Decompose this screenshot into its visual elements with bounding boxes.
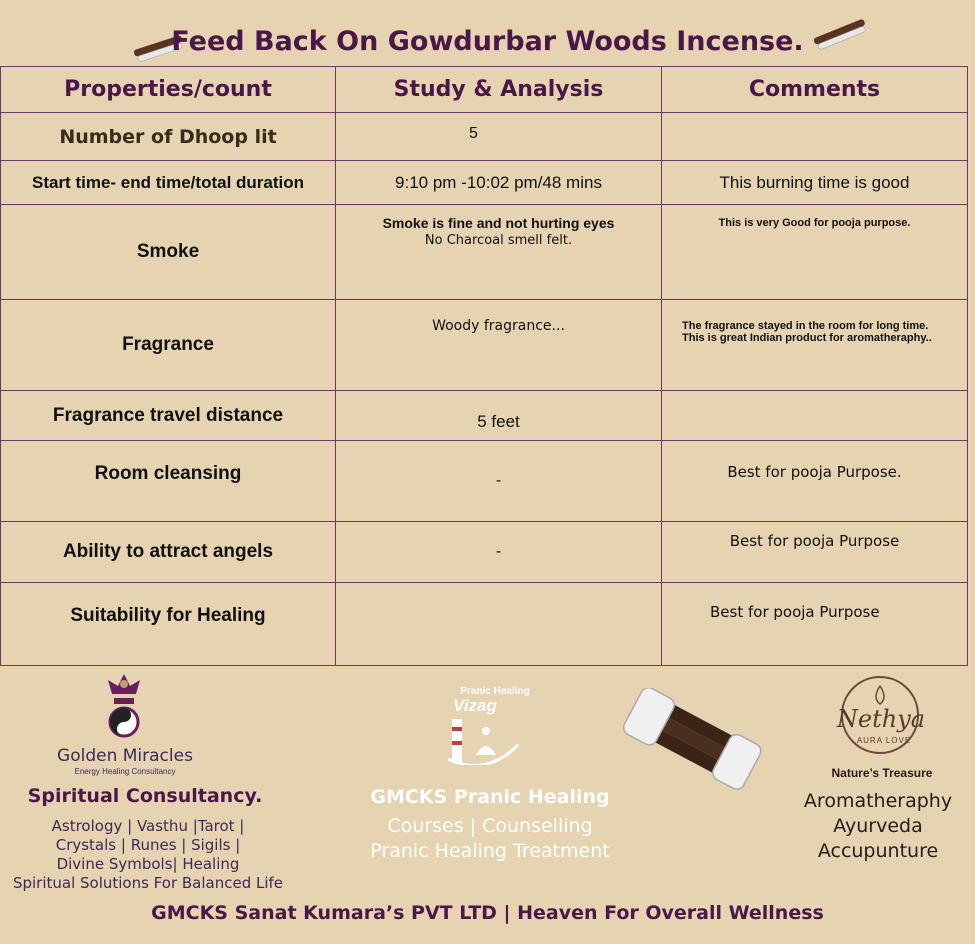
header-study: Study & Analysis (336, 67, 662, 113)
right-line-3: Accupunture (817, 840, 939, 862)
table-row (1, 300, 968, 391)
row-study: 9:10 pm -10:02 pm/48 mins (336, 161, 662, 205)
left-services (0, 817, 296, 893)
right-logo-name: Nethya (836, 705, 926, 733)
right-line-2: Ayurveda (833, 815, 923, 837)
row-study (336, 391, 662, 441)
row-property: Fragrance travel distance (1, 391, 336, 441)
right-heading: Nature’s Treasure (831, 766, 933, 780)
center-heading: GMCKS Pranic Healing (370, 786, 610, 808)
right-line-1: Aromatheraphy (803, 790, 953, 812)
center-logo-word: Vizag (453, 696, 497, 715)
row-property: Room cleansing (1, 441, 336, 522)
row-comment: This burning time is good (662, 161, 968, 205)
row-study: - (336, 522, 662, 583)
row-comment (662, 391, 968, 441)
row-property: Fragrance (1, 300, 336, 391)
left-line-1: Astrology | Vasthu |Tarot | (51, 817, 245, 835)
left-line-4: Spiritual Solutions For Balanced Life (12, 874, 284, 892)
left-line-2: Crystals | Runes | Sigils | (55, 836, 241, 854)
table-row (1, 113, 968, 161)
study-line-1: Smoke is fine and not hurting eyes (382, 215, 615, 231)
row-property: Suitability for Healing (1, 583, 336, 666)
page-title: Feed Back On Gowdurbar Woods Incense. (171, 26, 804, 57)
left-line-3: Divine Symbols| Healing (56, 855, 240, 873)
pranic-healing-logo-icon (446, 715, 522, 765)
study-text: 5 (469, 125, 478, 142)
golden-miracles-logo-icon (100, 670, 148, 750)
table-row (1, 391, 968, 441)
header-properties: Properties/count (1, 67, 336, 113)
table-row (1, 161, 968, 205)
left-heading: Spiritual Consultancy. (27, 785, 263, 807)
center-line-1: Courses | Counselling (387, 815, 593, 837)
incense-bundle-icon (612, 688, 772, 804)
header-comments: Comments (662, 67, 968, 113)
row-property: Start time- end time/total duration (1, 161, 336, 205)
right-services (782, 789, 974, 864)
row-study (336, 113, 662, 161)
row-comment: The fragrance stayed in the room for long time. This is great Indian product for aromatheraphy.. (662, 300, 968, 391)
feedback-table (0, 66, 968, 666)
table-header-row (1, 67, 968, 113)
row-comment: Best for pooja Purpose. (662, 441, 968, 522)
study-text: 5 feet (477, 412, 520, 431)
right-logo-sub: AURA LOVE (856, 736, 912, 745)
row-study (336, 583, 662, 666)
row-comment: This is very Good for pooja purpose. (662, 205, 968, 300)
study-line-2: No Charcoal smell felt. (424, 233, 573, 248)
row-study (336, 205, 662, 300)
row-property: Ability to attract angels (1, 522, 336, 583)
table-row (1, 205, 968, 300)
left-logo-tagline: Energy Healing Consultancy (74, 767, 176, 776)
center-line-2: Pranic Healing Treatment (370, 840, 610, 862)
row-property: Smoke (1, 205, 336, 300)
table-row (1, 522, 968, 583)
row-study: Woody fragrance... (336, 300, 662, 391)
table-row (1, 441, 968, 522)
table-row (1, 583, 968, 666)
incense-sticks-right-icon (812, 16, 870, 56)
row-property: Number of Dhoop lit (1, 113, 336, 161)
row-study: - (336, 441, 662, 522)
footer-company: GMCKS Sanat Kumara’s PVT LTD | Heaven For Overall Wellness (151, 902, 824, 924)
row-comment: Best for pooja Purpose (662, 522, 968, 583)
row-comment: Best for pooja Purpose (662, 583, 968, 666)
left-logo-name: Golden Miracles (57, 746, 193, 766)
center-logo-top: Pranic Healing (460, 686, 530, 697)
row-comment (662, 113, 968, 161)
